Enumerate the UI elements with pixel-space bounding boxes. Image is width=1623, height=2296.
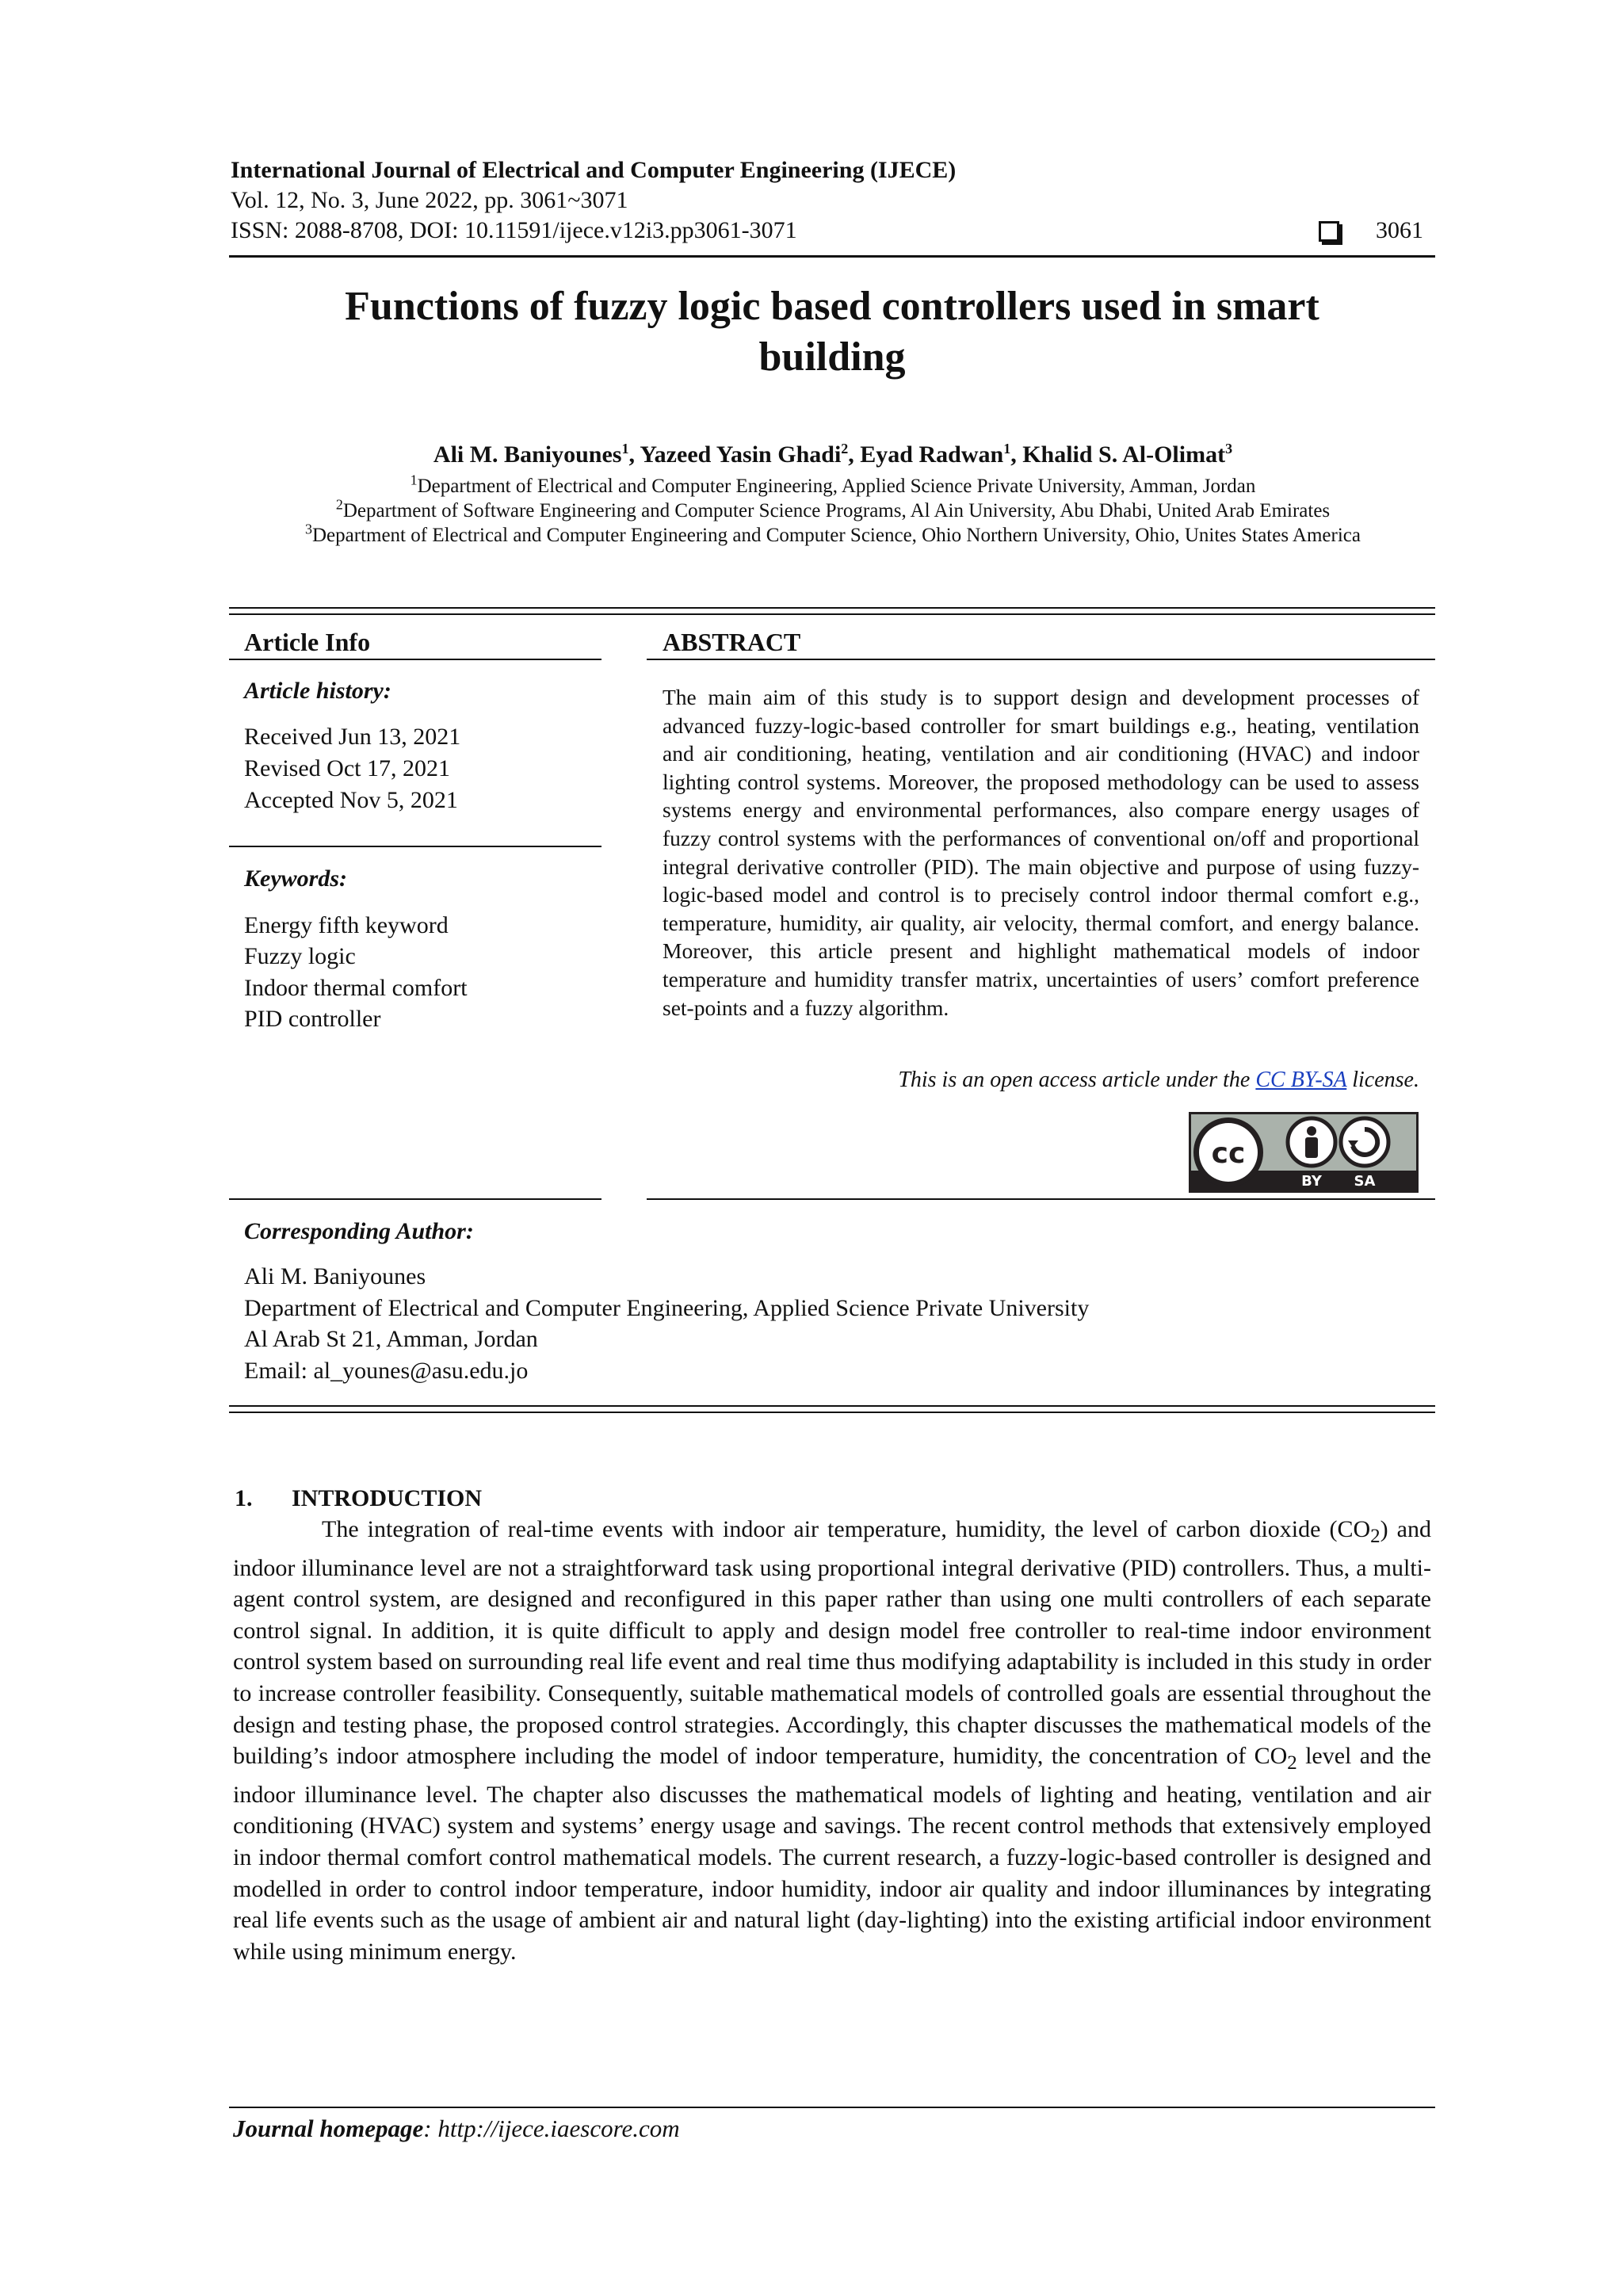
affiliation-text: Department of Software Engineering and Computer Science Programs, Al Ain University, Abu Dhabi, United Arab Emirates xyxy=(342,500,1331,521)
paper-title xyxy=(238,281,1426,383)
keywords-heading: Keywords: xyxy=(244,865,347,892)
keyword-item: Indoor thermal comfort xyxy=(244,975,468,1001)
abstract-rule xyxy=(647,659,1435,660)
affiliation-1 xyxy=(230,474,1436,499)
keyword-item: PID controller xyxy=(244,1006,381,1032)
affiliation-sup: 2 xyxy=(335,496,343,513)
article-info-bottom-rule xyxy=(229,1198,601,1200)
article-info-heading: Article Info xyxy=(244,628,371,656)
open-access-text: This is an open access article under the xyxy=(898,1068,1256,1092)
abstract-bottom-rule xyxy=(647,1198,1435,1200)
keyword-item: Energy fifth keyword xyxy=(244,912,449,938)
affiliation-sup: 1 xyxy=(410,472,418,488)
author-name: Eyad Radwan xyxy=(860,441,1004,468)
corresponding-name: Ali M. Baniyounes xyxy=(244,1263,426,1289)
square-box-icon xyxy=(1319,221,1339,242)
license-link[interactable]: CC BY-SA xyxy=(1255,1068,1347,1092)
abstract-text: The main aim of this study is to support design and development processes of advanced fuzzy-logic-based controller for smart buildings e.g., heating, ventilation and air conditioning, heating, ventilation and air conditioning (HVAC) and indoor lighting control systems. Moreover, the proposed methodology can be used to assess systems energy and environmental performances, also compare energy usages of fuzzy control systems with the performances of conventional on/off and proportional integral derivative controller (PID). The main objective and purpose of using fuzzy-logic-based model and control is to precisely control indoor thermal comfort e.g., temperature, humidity, air quality, air velocity, thermal comfort, and energy balance. Moreover, this article present and highlight mathematical models of indoor temperature and humidity transfer matrix, uncertainties of users’ comfort preference set-points and a fuzzy algorithm. xyxy=(663,685,1419,1020)
abstract-heading: ABSTRACT xyxy=(663,628,801,656)
section-double-rule-bottom xyxy=(229,1405,1435,1413)
affiliation-2 xyxy=(230,496,1436,523)
header-rule xyxy=(229,255,1435,258)
open-access-suffix: license. xyxy=(1346,1068,1419,1092)
cc-by-sa-badge[interactable] xyxy=(1189,1112,1419,1193)
corresponding-author-heading: Corresponding Author: xyxy=(244,1218,474,1244)
author-affil-sup: 1 xyxy=(1003,441,1011,457)
co2-subscript: 2 xyxy=(1287,1752,1297,1775)
homepage-url[interactable]: : http://ijece.iaescore.com xyxy=(423,2115,680,2142)
section-title: INTRODUCTION xyxy=(292,1485,483,1511)
author-separator: , xyxy=(1010,441,1023,468)
author-affil-sup: 2 xyxy=(841,441,849,457)
author-name: Yazeed Yasin Ghadi xyxy=(640,441,842,468)
revised-date: Revised Oct 17, 2021 xyxy=(244,755,450,781)
title-line-1: Functions of fuzzy logic based controllers used in smart xyxy=(345,284,1319,329)
affiliation-3 xyxy=(230,523,1436,548)
affiliation-text: Department of Electrical and Computer Engineering, Applied Science Private University, Amman, Jordan xyxy=(417,476,1256,497)
journal-name: International Journal of Electrical and Computer Engineering (IJECE) xyxy=(231,157,957,183)
keywords-rule xyxy=(229,846,601,847)
section-double-rule-top xyxy=(229,607,1435,615)
keyword-item: Fuzzy logic xyxy=(244,943,356,969)
affiliation-sup: 3 xyxy=(304,521,312,537)
corresponding-dept: Department of Electrical and Computer Engineering, Applied Science Private University xyxy=(244,1295,1090,1321)
journal-volume: Vol. 12, No. 3, June 2022, pp. 3061~3071 xyxy=(231,187,628,213)
intro-text-3: level and the indoor illuminance level. The chapter also discusses the mathematical models of lighting and heating, ventilation and air conditioning (HVAC) system and systems’ energy usage and savings. The recent control methods that extensively employed in indoor thermal comfort control mathematical models. The current research, a fuzzy-logic-based controller is designed and modelled in order to control indoor temperature, indoor humidity, indoor air quality and indoor illuminances by integrating real life events such as the usage of ambient air and natural light (day-lighting) into the existing artificial indoor environment while using minimum energy. xyxy=(233,1743,1431,1965)
corresponding-email: Email: al_younes@asu.edu.jo xyxy=(244,1358,529,1384)
co2-subscript: 2 xyxy=(1370,1526,1381,1547)
intro-text-2: ) and indoor illuminance level are not a straightforward task using proportional integral derivative (PID) controllers. Thus, a multi-agent control system, are designed and reconfigured in this paper rather than using one multi controllers of each separate control signal. In addition, it is quite difficult to apply and design model free controller to real-time indoor environment control system based on surrounding real life event and real time thus modifying adaptability is included in this study in order to increase controller feasibility. Consequently, suitable mathematical models of controlled goals are essential throughout the design and testing phase, the proposed control strategies. Accordingly, this chapter discusses the mathematical models of the building’s indoor atmosphere including the model of indoor temperature, humidity, the concentration of CO xyxy=(233,1516,1431,1770)
homepage-label: Journal homepage xyxy=(233,2115,424,2142)
journal-homepage xyxy=(233,2113,680,2145)
author-affil-sup: 1 xyxy=(621,441,629,457)
affiliation-text: Department of Electrical and Computer Engineering and Computer Science, Ohio Northern University, Ohio, Unites States America xyxy=(311,525,1361,546)
received-date: Received Jun 13, 2021 xyxy=(244,724,461,750)
journal-issn-doi: ISSN: 2088-8708, DOI: 10.11591/ijece.v12i3.pp3061-3071 xyxy=(231,217,797,243)
corresponding-address: Al Arab St 21, Amman, Jordan xyxy=(244,1326,538,1352)
author-separator: , xyxy=(848,441,861,468)
article-info-rule xyxy=(229,659,601,660)
author-separator: , xyxy=(628,441,640,468)
open-access-notice xyxy=(663,1066,1419,1095)
accepted-date: Accepted Nov 5, 2021 xyxy=(244,787,458,813)
author-name: Khalid S. Al-Olimat xyxy=(1022,441,1226,468)
author-affil-sup: 3 xyxy=(1225,441,1233,457)
cc-letters: cc xyxy=(1211,1137,1246,1170)
introduction-heading xyxy=(235,1484,482,1514)
footer-rule xyxy=(229,2107,1435,2108)
author-name: Ali M. Baniyounes xyxy=(433,441,622,468)
by-label: BY xyxy=(1301,1173,1322,1190)
sa-label: SA xyxy=(1354,1173,1376,1190)
page-number: 3061 xyxy=(1376,217,1423,243)
intro-text-1: The integration of real-time events with indoor air temperature, humidity, the level of carbon dioxide (CO xyxy=(322,1516,1371,1542)
section-number: 1. xyxy=(235,1485,253,1511)
article-history-heading: Article history: xyxy=(244,678,391,704)
cc-license-icon xyxy=(1189,1112,1419,1193)
title-line-2: building xyxy=(758,334,906,380)
introduction-paragraph xyxy=(233,1514,1431,1967)
author-list xyxy=(230,440,1436,470)
